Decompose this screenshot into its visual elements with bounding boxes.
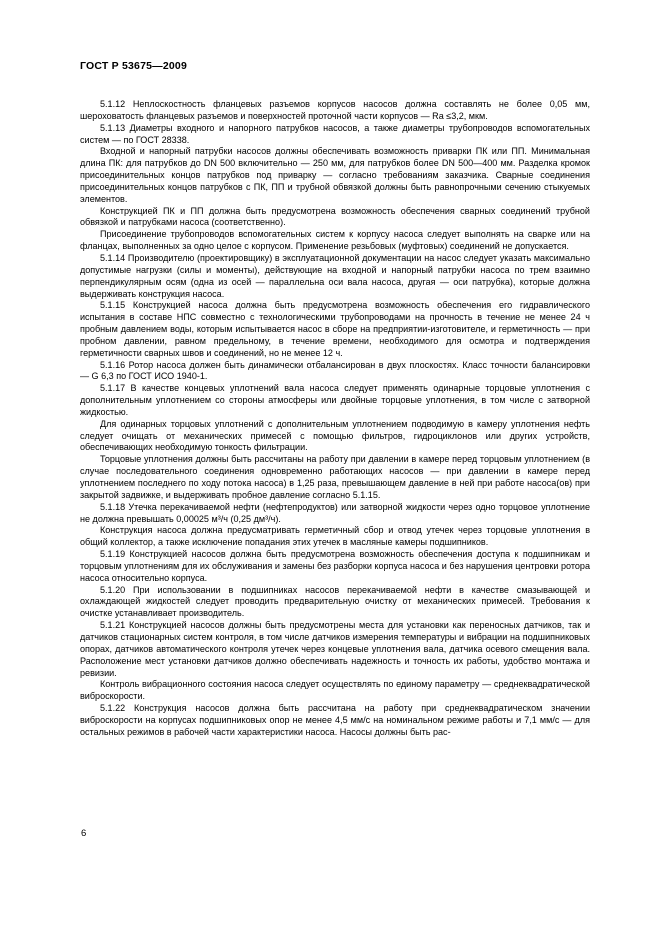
page-number: 6	[81, 828, 87, 839]
paragraph-5-1-12: 5.1.12 Неплоскостность фланцевых разъемов корпусов насосов должна составлять не более 0,05 мм, шероховатость фланцевых разъемов и поверхностей проточной части корпусов — Ra ≤3,2, мкм.	[80, 99, 590, 121]
paragraph: Входной и напорный патрубки насосов должны обеспечивать возможность приварки ПК или ПП. Минимальная длина ПК: для патрубков до DN 500 включительно — 250 мм, для патрубков более DN 500—400 мм. Разделка кромок присоединительных концов патрубков под приварку — согласно требованиям заказчика. Сварные соединения присоединительных концов патрубков с ПК, ПП и трубной обвязкой должны быть равнопрочными сечению стыкуемых элементов.	[80, 146, 590, 204]
paragraph-5-1-19: 5.1.19 Конструкцией насосов должна быть предусмотрена возможность обеспечения доступа к подшипникам и торцовым уплотнениям для их обслуживания и замены без разборки корпуса насоса и без нарушения центровки ротора насоса относительно корпуса.	[80, 549, 590, 583]
body-text	[80, 99, 590, 739]
document-header: ГОСТ Р 53675—2009	[80, 60, 188, 72]
paragraph-5-1-21: 5.1.21 Конструкцией насосов должны быть предусмотрены места для установки как переносных датчиков, так и датчиков стационарных систем контроля, в том числе датчиков измерения температуры и вибрации на подшипниковых опорах, датчиков автоматического контроля утечек через концевые уплотнения вала, датчика осевого смещения вала. Расположение мест установки датчиков должно обеспечивать надежность и точность их работы, удобство монтажа и ревизии.	[80, 620, 590, 678]
paragraph: Торцовые уплотнения должны быть рассчитаны на работу при давлении в камере перед торцовым уплотнением (в случае последовательного соединения одновременно работающих насосов — при давлении в камере перед уплотнением последнего по ходу потока насоса) в 1,25 раза, превышающем давление в ней при работе насоса(ов) при закрытой задвижке, и выдерживать пробное давление согласно 5.1.15.	[80, 454, 590, 500]
paragraph: Присоединение трубопроводов вспомогательных систем к корпусу насоса следует выполнять на сварке или на фланцах, выполненных за одно целое с корпусом. Применение резьбовых (муфтовых) соединений не допускается.	[80, 229, 590, 252]
paragraph-5-1-13: 5.1.13 Диаметры входного и напорного патрубков насосов, а также диаметры трубопроводов вспомогательных систем — по ГОСТ 28338.	[80, 122, 590, 145]
paragraph-5-1-20: 5.1.20 При использовании в подшипниках насосов перекачиваемой нефти в качестве смазывающей и охлаждающей жидкостей следует проводить предварительную очистку от механических примесей. Требования к очистке устанавливает производитель.	[80, 584, 590, 619]
paragraph: Конструкцией ПК и ПП должна быть предусмотрена возможность обеспечения сварных соединений трубной обвязкой и патрубками насоса (соответственно).	[80, 205, 590, 228]
paragraph: Для одинарных торцовых уплотнений с дополнительным уплотнением подводимую в камеру уплотнения нефть следует очищать от механических примесей с помощью фильтров, гидроциклонов или других устройств, обеспечивающих необходимую тонкость фильтрации.	[80, 418, 590, 453]
paragraph-5-1-22: 5.1.22 Конструкция насосов должна быть рассчитана на работу при среднеквадратическом значении виброскорости на корпусах подшипниковых опор не менее 4,5 мм/с на номинальном режиме работы и 7,1 мм/с — для остальных режимов в рабочей части характеристики насоса. Насосы должны быть рас-	[80, 703, 590, 737]
paragraph: Конструкция насоса должна предусматривать герметичный сбор и отвод утечек через торцовые уплотнения в общий коллектор, а также исключение попадания этих утечек в масляные камеры подшипников.	[80, 525, 590, 548]
paragraph-5-1-16: 5.1.16 Ротор насоса должен быть динамически отбалансирован в двух плоскостях. Класс точности балансировки — G 6,3 по ГОСТ ИСО 1940-1.	[80, 359, 590, 382]
paragraph-5-1-14: 5.1.14 Производителю (проектировщику) в эксплуатационной документации на насос следует указать максимально допустимые нагрузки (силы и моменты), действующие на входной и напорный патрубки насоса по трем взаимно перпендикулярным осям (одна из осей — параллельна оси вала насоса, другая — оси патрубка), которые должна выдерживать конструкция насоса.	[80, 252, 590, 299]
paragraph-5-1-17: 5.1.17 В качестве концевых уплотнений вала насоса следует применять одинарные торцовые уплотнения с дополнительным уплотнением со стороны атмосферы или двойные торцовые уплотнения, в том числе с затворной жидкостью.	[80, 383, 590, 417]
paragraph-5-1-15: 5.1.15 Конструкцией насоса должна быть предусмотрена возможность обеспечения его гидравлического испытания в составе НПС совместно с технологическими трубопроводами на прочность в течение не менее 24 ч пробным давлением воды, которым испытывается насос в сборе на предприятии-изготовителе, и герметичность — при пробном давлении, равном предельному, в течение времени, необходимого для осмотра и подтверждения герметичности сварных швов и соединений, но не менее 12 ч.	[80, 300, 590, 358]
paragraph-5-1-18: 5.1.18 Утечка перекачиваемой нефти (нефтепродуктов) или затворной жидкости через одно торцовое уплотнение не должна превышать 0,00025 м³/ч (0,25 дм³/ч).	[80, 501, 590, 524]
paragraph: Контроль вибрационного состояния насоса следует осуществлять по единому параметру — среднеквадратической виброскорости.	[80, 679, 590, 702]
